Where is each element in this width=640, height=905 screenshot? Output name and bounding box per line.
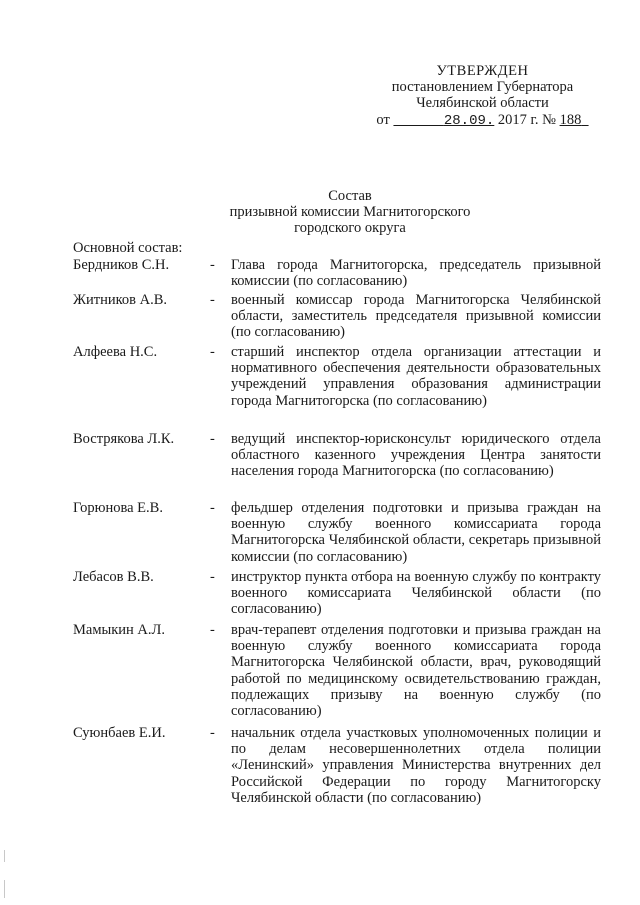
- section-label: Основной состав:: [73, 240, 183, 256]
- date-value: 28.09.: [443, 112, 495, 129]
- member-name: Житников А.В.: [73, 292, 168, 308]
- member-role: фельдшер отделения подготовки и призыва граждан на военную службу военного комиссариата города Магнитогорска Челябинской области, секретарь призывной комиссии (по согласованию): [231, 500, 601, 565]
- member-dash: -: [210, 431, 215, 447]
- member-role: врач-терапевт отделения подготовки и призыва граждан на военную службу военного комиссариата города Магнитогорска Челябинской области, врач, руководящий работой по медицинскому освидетельствованию граждан, подлежащих призыву на военную службу (по согласованию): [231, 622, 601, 720]
- member-dash: -: [210, 344, 215, 360]
- approval-line-2: Челябинской области: [416, 95, 549, 112]
- scan-edge-mark: [4, 850, 5, 862]
- member-role: начальник отдела участковых уполномоченных полиции и по делам несовершеннолетних отдела полиции «Ленинский» управления Министерства внутренних дел Российской Федерации по городу Магнитогорску Челябинской области (по согласованию): [231, 725, 601, 806]
- member-dash: -: [210, 725, 215, 741]
- decree-number-value: 188: [559, 111, 582, 128]
- member-role: военный комиссар города Магнитогорска Челябинской области, заместитель председателя призывной комиссии (по согласованию): [231, 292, 601, 341]
- member-role: ведущий инспектор-юрисконсульт юридического отдела областного казенного учреждения Центра занятости населения города Магнитогорска (по согласованию): [231, 431, 601, 480]
- member-name: Алфеева Н.С.: [73, 344, 158, 360]
- approval-line-1: постановлением Губернатора: [391, 79, 574, 96]
- member-name: Лебасов В.В.: [73, 569, 154, 585]
- heading-line-1: Состав: [328, 188, 372, 204]
- member-dash: -: [210, 569, 215, 585]
- member-name: Вострякова Л.К.: [73, 431, 175, 447]
- year-suffix: 2017 г. №: [497, 111, 556, 128]
- scan-edge-mark: [4, 880, 5, 898]
- member-role: Глава города Магнитогорска, председатель призывной комиссии (по согласованию): [231, 257, 601, 290]
- document-heading: [200, 188, 500, 237]
- member-dash: -: [210, 622, 215, 638]
- member-role: старший инспектор отдела организации аттестации и нормативного обеспечения деятельности образовательных учреждений управления образования администрации города Магнитогорска (по согласованию): [231, 344, 601, 409]
- date-handwritten: [393, 113, 494, 129]
- approval-title: УТВЕРЖДЕН: [436, 63, 529, 79]
- approval-block: [370, 63, 595, 129]
- member-dash: -: [210, 257, 215, 273]
- date-prefix: от: [376, 111, 390, 128]
- member-name: Горюнова Е.В.: [73, 500, 163, 516]
- heading-line-3: городского округа: [294, 220, 406, 237]
- member-role: инструктор пункта отбора на военную службу по контракту военного комиссариата Челябинской области (по согласованию): [231, 569, 601, 618]
- heading-line-2: призывной комиссии Магнитогорского: [229, 204, 471, 221]
- approval-date-line: [370, 112, 595, 129]
- decree-number: [560, 112, 589, 128]
- member-name: Суюнбаев Е.И.: [73, 725, 166, 741]
- member-name: Бердников С.Н.: [73, 257, 170, 273]
- member-name: Мамыкин А.Л.: [73, 622, 165, 638]
- member-dash: -: [210, 292, 215, 308]
- member-dash: -: [210, 500, 215, 516]
